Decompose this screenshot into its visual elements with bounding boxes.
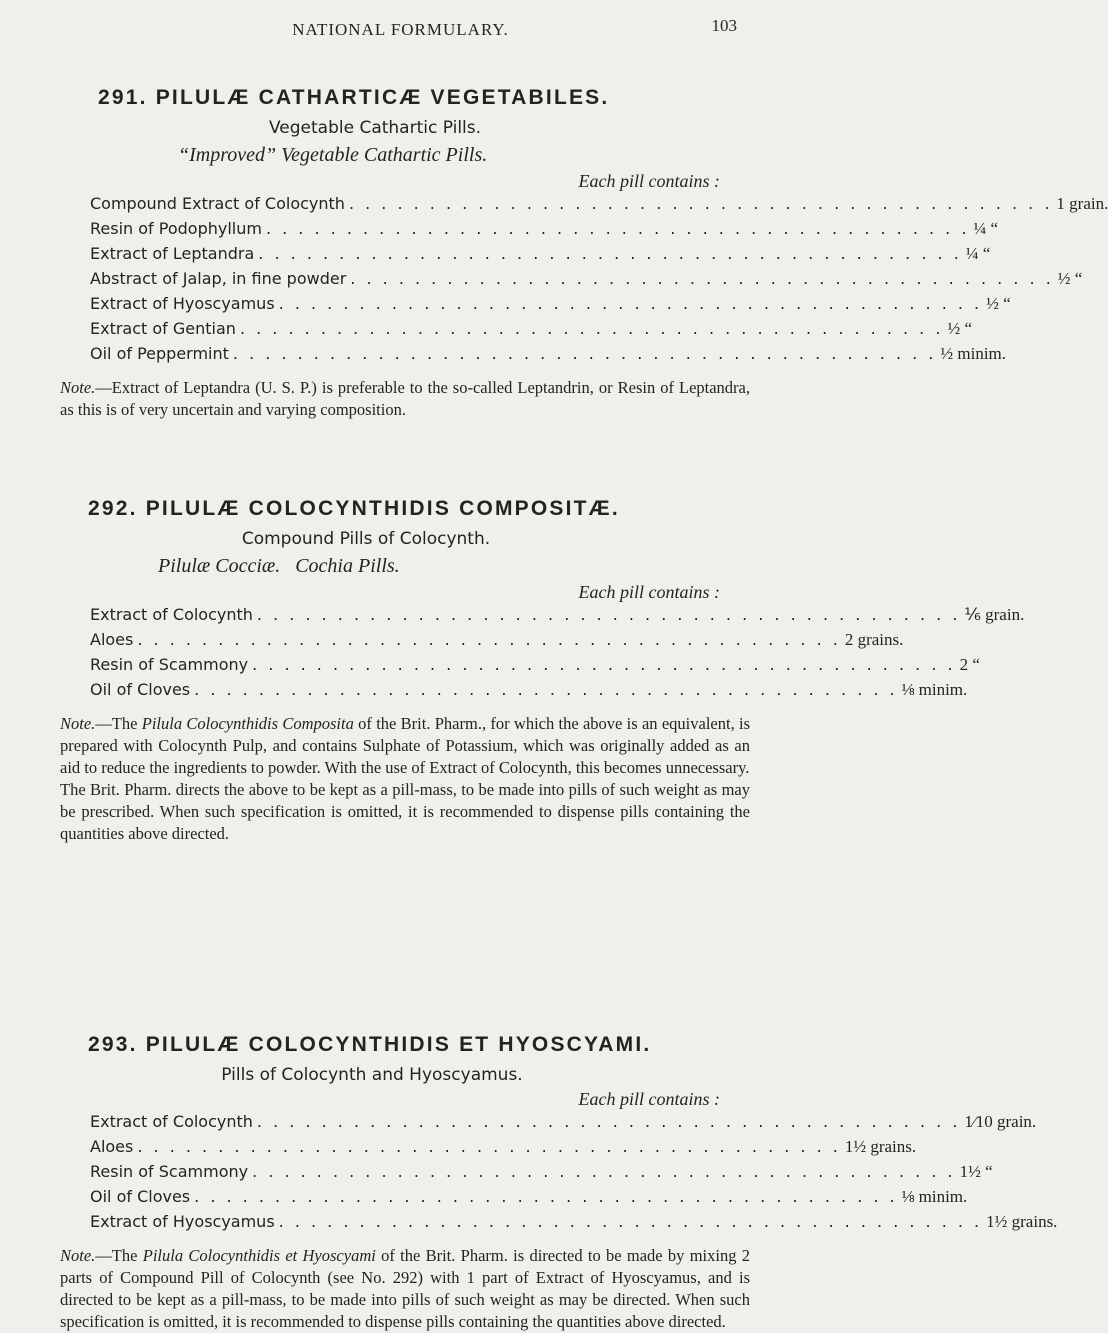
section-subtitle: Compound Pills of Colocynth. <box>241 529 491 549</box>
ingredient-name: Extract of Leptandra <box>90 244 255 263</box>
note-label: Note. <box>60 714 96 733</box>
leader-dots: . . . . . . . . . . . . . . . . . . . . . . . . . . . . . . . . . . . . . . . . . . . . <box>252 1162 956 1181</box>
leader-dots: . . . . . . . . . . . . . . . . . . . . . . . . . . . . . . . . . . . . . . . . . . . . <box>348 194 1053 213</box>
section-note-continued: The Brit. Pharm. directs the above to be kept as a pill-mass, to be made into pills of such weight as may be prescribed. When such specification is omitted, it is recommended to dispense pills containing the quantities above directed. <box>60 780 750 843</box>
ingredient-quantity: ⅛ minim. <box>901 1187 968 1206</box>
leader-dots: . . . . . . . . . . . . . . . . . . . . . . . . . . . . . . . . . . . . . . . . . . . . <box>137 630 841 649</box>
section-292 <box>60 497 1025 845</box>
note-lead: —The <box>95 1246 143 1265</box>
ingredient-quantity: ⅙ grain. <box>964 605 1025 624</box>
ingredient-row <box>90 194 1108 219</box>
section-291 <box>60 86 1108 421</box>
leader-dots: . . . . . . . . . . . . . . . . . . . . . . . . . . . . . . . . . . . . . . . . . . . . <box>258 244 962 263</box>
leader-dots: . . . . . . . . . . . . . . . . . . . . . . . . . . . . . . . . . . . . . . . . . . . . <box>194 1187 898 1206</box>
ingredient-row <box>90 1137 917 1162</box>
ingredient-name: Abstract of Jalap, in fine powder <box>90 269 347 288</box>
ingredient-row <box>90 344 1007 369</box>
ingredient-row <box>90 1187 968 1212</box>
ingredient-name: Extract of Hyoscyamus <box>90 294 275 313</box>
ingredient-quantity: ½ “ <box>1057 269 1083 288</box>
ingredient-name: Extract of Colocynth <box>90 1112 253 1131</box>
leader-dots: . . . . . . . . . . . . . . . . . . . . . . . . . . . . . . . . . . . . . . . . . . . . <box>256 605 961 624</box>
ingredient-row <box>90 294 1011 319</box>
section-heading: 293. PILULÆ COLOCYNTHIDIS ET HYOSCYAMI. <box>88 1033 652 1056</box>
each-pill-label: Each pill contains : <box>578 582 720 602</box>
note-lead: —The <box>95 714 142 733</box>
ingredient-name: Oil of Peppermint <box>90 344 229 363</box>
ingredient-name: Oil of Cloves <box>90 680 191 699</box>
ingredient-row <box>90 269 1083 294</box>
leader-dots: . . . . . . . . . . . . . . . . . . . . . . . . . . . . . . . . . . . . . . . . . . . . <box>278 1212 983 1231</box>
running-head: NATIONAL FORMULARY. <box>292 20 509 39</box>
leader-dots: . . . . . . . . . . . . . . . . . . . . . . . . . . . . . . . . . . . . . . . . . . . . <box>194 680 898 699</box>
ingredient-name: Resin of Scammony <box>90 655 249 674</box>
alternate-names: “Improved” Vegetable Cathartic Pills. <box>178 144 488 166</box>
ingredient-name: Compound Extract of Colocynth <box>90 194 345 213</box>
note-label: Note. <box>60 1246 96 1265</box>
section-heading: 291. PILULÆ CATHARTICÆ VEGETABILES. <box>98 86 610 109</box>
note-title: Pilula Colocynthidis et Hyoscyami <box>142 1246 376 1265</box>
ingredient-quantity: 2 “ <box>959 655 980 674</box>
section-note <box>60 377 750 421</box>
each-pill-label: Each pill contains : <box>578 1089 720 1109</box>
ingredient-quantity: ½ minim. <box>940 344 1007 363</box>
note-text: of the Brit. Pharm. is directed to be made by mixing 2 parts of Compound Pill of Colocynth (see No. 292) with 1 part of Extract of Hyoscyamus, and is directed to be kept as a pill-mass, to be made into pills of such weight as may be directed. When such specification is omitted, it is recommended to dispense pills containing the quantities above directed. <box>60 1246 750 1331</box>
leader-dots: . . . . . . . . . . . . . . . . . . . . . . . . . . . . . . . . . . . . . . . . . . . . <box>278 294 983 313</box>
ingredient-quantity: 1⁄10 grain. <box>964 1112 1037 1131</box>
section-293 <box>60 1033 1058 1333</box>
leader-dots: . . . . . . . . . . . . . . . . . . . . . . . . . . . . . . . . . . . . . . . . . . . . <box>137 1137 841 1156</box>
ingredient-list <box>90 194 1108 369</box>
section-subtitle: Vegetable Cathartic Pills. <box>268 118 482 138</box>
ingredient-quantity: ¼ “ <box>973 219 998 238</box>
ingredient-row <box>90 605 1025 630</box>
ingredient-name: Aloes <box>90 630 134 649</box>
ingredient-row <box>90 319 972 344</box>
ingredient-row <box>90 219 998 244</box>
section-note <box>60 713 750 779</box>
ingredient-name: Aloes <box>90 1137 134 1156</box>
note-text: —Extract of Leptandra (U. S. P.) is preferable to the so-called Leptandrin, or Resin of Leptandra, as this is of very uncertain and varying composition. <box>60 378 750 419</box>
ingredient-quantity: 2 grains. <box>844 630 904 649</box>
ingredient-name: Extract of Hyoscyamus <box>90 1212 275 1231</box>
ingredient-name: Extract of Gentian <box>90 319 236 338</box>
ingredient-quantity: ¼ “ <box>965 244 991 263</box>
leader-dots: . . . . . . . . . . . . . . . . . . . . . . . . . . . . . . . . . . . . . . . . . . . . <box>265 219 970 238</box>
ingredient-name: Extract of Colocynth <box>90 605 253 624</box>
page-header <box>0 10 801 50</box>
section-note <box>60 1245 750 1333</box>
page-number: 103 <box>711 16 737 35</box>
leader-dots: . . . . . . . . . . . . . . . . . . . . . . . . . . . . . . . . . . . . . . . . . . . . <box>239 319 944 338</box>
ingredient-name: Resin of Scammony <box>90 1162 249 1181</box>
ingredient-row <box>90 680 968 705</box>
ingredient-list <box>90 605 1025 705</box>
alternate-names: Pilulæ Cocciæ. Cochia Pills. <box>158 555 400 577</box>
ingredient-name: Oil of Cloves <box>90 1187 191 1206</box>
leader-dots: . . . . . . . . . . . . . . . . . . . . . . . . . . . . . . . . . . . . . . . . . . . . <box>256 1112 961 1131</box>
leader-dots: . . . . . . . . . . . . . . . . . . . . . . . . . . . . . . . . . . . . . . . . . . . . <box>350 269 1054 288</box>
note-label: Note. <box>60 378 96 397</box>
ingredient-quantity: ½ “ <box>947 319 972 338</box>
ingredient-quantity: 1½ grains. <box>844 1137 917 1156</box>
ingredient-row <box>90 1112 1037 1137</box>
note-title: Pilula Colocynthidis Composita <box>141 714 354 733</box>
section-subtitle: Pills of Colocynth and Hyoscyamus. <box>221 1065 523 1085</box>
ingredient-row <box>90 1162 993 1187</box>
leader-dots: . . . . . . . . . . . . . . . . . . . . . . . . . . . . . . . . . . . . . . . . . . . . <box>252 655 956 674</box>
ingredient-quantity: 1½ grains. <box>986 1212 1058 1231</box>
ingredient-quantity: 1½ “ <box>959 1162 993 1181</box>
ingredient-row <box>90 655 980 680</box>
ingredient-name: Resin of Podophyllum <box>90 219 262 238</box>
note-text: of the Brit. Pharm., for which the above is an equivalent, is prepared with Colocynth Pulp, and contains Sulphate of Potassium, which was originally added as an aid to reduce the ingredients to powder. With the use of Extract of Colocynth, this becomes unnecessary. <box>60 714 750 777</box>
section-heading: 292. PILULÆ COLOCYNTHIDIS COMPOSITÆ. <box>88 497 620 520</box>
each-pill-label: Each pill contains : <box>578 171 720 191</box>
ingredient-quantity: ½ “ <box>986 294 1011 313</box>
ingredient-row <box>90 244 991 269</box>
ingredient-row <box>90 1212 1058 1237</box>
ingredient-list <box>90 1112 1058 1237</box>
ingredient-quantity: 1 grain. <box>1056 194 1108 213</box>
ingredient-row <box>90 630 904 655</box>
leader-dots: . . . . . . . . . . . . . . . . . . . . . . . . . . . . . . . . . . . . . . . . . . . . <box>232 344 937 363</box>
ingredient-quantity: ⅛ minim. <box>901 680 968 699</box>
